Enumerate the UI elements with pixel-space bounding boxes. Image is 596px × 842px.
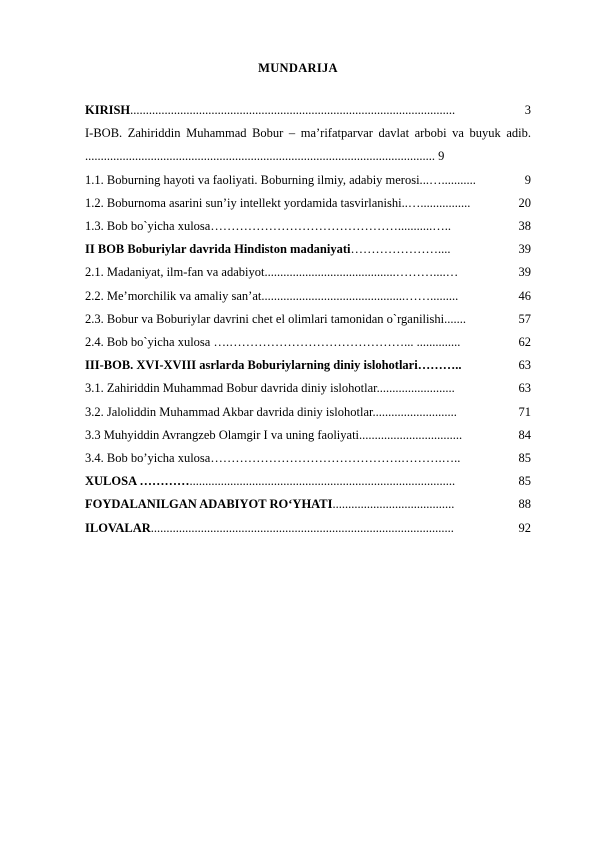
toc-page-number: 84 (518, 427, 531, 442)
toc-entry-title: 2.1. Madaniyat, ilm-fan va adabiyot (85, 265, 265, 280)
toc-entry-title: 2.2. Me’morchilik va amaliy san’at (85, 288, 262, 303)
toc-entry-title: XULOSA ………… (85, 474, 190, 489)
toc-entry (85, 377, 531, 400)
toc-entry-title: KIRISH (85, 103, 131, 117)
toc-entry (85, 122, 531, 168)
toc-leader-dots: ……………………………………….……….….. (210, 451, 461, 466)
toc-leader-dots: ……….. (417, 358, 462, 373)
toc-entry (85, 215, 531, 238)
toc-page-number: 71 (518, 404, 531, 419)
toc-leader-dots: ................................................................................................................ (85, 149, 439, 164)
table-of-contents (85, 99, 531, 540)
toc-entry (85, 493, 531, 516)
toc-entry (85, 424, 531, 447)
toc-page-number: 38 (518, 219, 531, 234)
toc-page-number: 62 (518, 335, 531, 350)
toc-entry (85, 447, 531, 470)
toc-entry (85, 169, 531, 192)
toc-page-number: 85 (518, 451, 531, 466)
toc-leader-dots: ..................................................................................... (189, 474, 456, 489)
toc-page-number: 63 (518, 381, 531, 396)
toc-entry (85, 285, 531, 308)
toc-page-number: 85 (518, 474, 531, 489)
toc-leader-dots: ....................................... (332, 497, 455, 512)
toc-page-number: 9 (438, 149, 445, 164)
toc-entry-title: 3.1. Zahiriddin Muhammad Bobur davrida diniy islohotlar. (85, 381, 380, 396)
toc-leader-dots: ……………………………………... .............. (229, 335, 461, 350)
toc-entry (85, 331, 531, 354)
toc-leader-dots: ................................. (359, 427, 463, 442)
toc-leader-dots: ..............................................……......... (261, 288, 459, 303)
toc-leader-dots: ........................ (379, 381, 455, 396)
toc-entry (85, 308, 531, 331)
toc-page-number: 57 (518, 311, 531, 326)
toc-leader-dots: .…................ (404, 195, 471, 210)
toc-entry-title: I-BOB. Zahiriddin Muhammad Bobur – ma’rifatparvar davlat arbobi va buyuk adib. (85, 126, 531, 141)
toc-entry-title: 3.2. Jaloliddin Muhammad Akbar davrida diniy islohotlar. (85, 404, 376, 419)
toc-leader-dots: ................................................................................................. (150, 520, 454, 535)
toc-entry-title: ILOVALAR (85, 520, 151, 535)
toc-entry-title: 2.3. Bobur va Boburiylar davrini chet el olimlari tamonidan o`rganilishi (85, 311, 445, 326)
toc-page-number: 63 (518, 358, 531, 373)
toc-page-number: 3 (524, 103, 531, 117)
toc-leader-dots: ..…........... (422, 172, 476, 187)
toc-entry-title: 3.3 Muhyiddin Avrangzeb Olamgir I va uning faoliyati (85, 427, 360, 442)
toc-entry (85, 238, 531, 261)
toc-leader-dots: .......................... (375, 404, 457, 419)
toc-page-number: 39 (518, 242, 531, 257)
toc-entry (85, 261, 531, 284)
toc-page-number: 20 (518, 195, 531, 210)
toc-entry-title: III-BOB. XVI-XVIII asrlarda Boburiylarning diniy islohotlari (85, 358, 418, 373)
toc-entry-title: FOYDALANILGAN ADABIYOT RO‘YHATI (85, 497, 333, 512)
toc-entry (85, 354, 531, 377)
page-title: MUNDARIJA (258, 61, 338, 75)
toc-entry (85, 192, 531, 215)
toc-leader-dots: ………………………………………...........….. (210, 219, 451, 234)
toc-page-number: 46 (518, 288, 531, 303)
toc-entry-title: 2.4. Bob bo`yicha xulosa …. (85, 335, 230, 350)
toc-page-number: 88 (518, 497, 531, 512)
toc-leader-dots: ..........................................………....… (264, 265, 459, 280)
toc-leader-dots: ....... (444, 311, 466, 326)
toc-entry-title: 3.4. Bob bo’yicha xulosa (85, 451, 211, 466)
toc-leader-dots: ........................................................................................................ (130, 103, 456, 117)
toc-entry (85, 401, 531, 424)
toc-entry (85, 470, 531, 493)
toc-leader-dots: ………………….... (350, 242, 451, 257)
toc-entry-title: 1.1. Boburning hayoti va faoliyati. Boburning ilmiy, adabiy merosi. (85, 172, 423, 187)
toc-entry-title: 1.3. Bob bo`yicha xulosa (85, 219, 211, 234)
toc-entry (85, 99, 531, 122)
toc-page-number: 9 (524, 172, 531, 187)
toc-page-number: 92 (518, 520, 531, 535)
toc-entry-title: 1.2. Boburnoma asarini sun’iy intellekt yordamida tasvirlanishi. (85, 195, 405, 210)
toc-entry-title: II BOB Boburiylar davrida Hindiston madaniyati (85, 242, 351, 257)
toc-page-number: 39 (518, 265, 531, 280)
toc-entry (85, 517, 531, 540)
